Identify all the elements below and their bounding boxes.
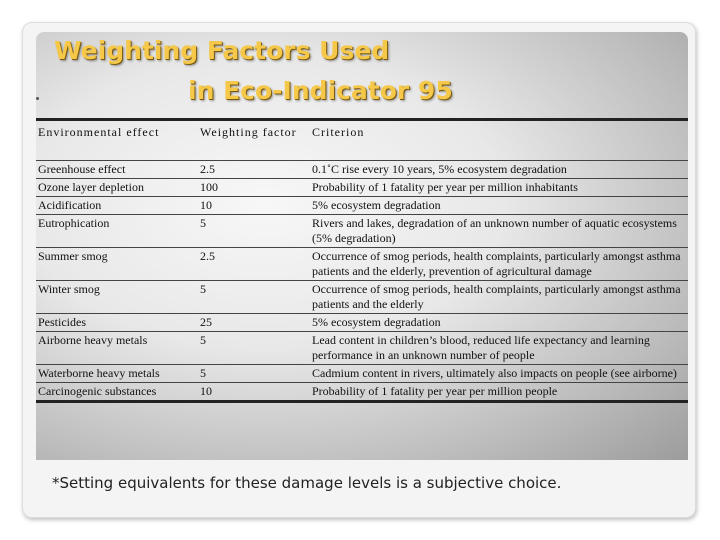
header-weighting-factor: Weighting factor — [200, 125, 297, 139]
cell-criterion: Occurrence of smog periods, health complaints, particularly amongst asthma patients and the elderly, prevention of agricultural damage — [312, 249, 681, 278]
cell-factor: 5 — [200, 216, 206, 230]
cell-factor: 10 — [200, 384, 212, 398]
cell-criterion: Lead content in children’s blood, reduced life expectancy and learning performance in an unknown number of people — [312, 333, 650, 362]
cell-factor: 5 — [200, 333, 206, 347]
cell-factor: 25 — [200, 315, 212, 329]
cell-factor: 100 — [200, 180, 218, 194]
cell-factor: 2.5 — [200, 249, 215, 263]
cell-factor: 2.5 — [200, 162, 215, 176]
cell-effect: Pesticides — [38, 315, 86, 329]
cell-criterion: Probability of 1 fatality per year per million people — [312, 384, 558, 398]
footnote: *Setting equivalents for these damage levels is a subjective choice. — [52, 474, 562, 492]
table-row — [36, 248, 688, 281]
cell-effect: Airborne heavy metals — [38, 333, 148, 347]
cell-effect: Ozone layer depletion — [38, 180, 144, 194]
table-row — [36, 332, 688, 365]
cell-effect: Eutrophication — [38, 216, 110, 230]
cell-criterion: 5% ecosystem degradation — [312, 315, 441, 329]
table-row — [36, 314, 688, 332]
bullet-dot — [36, 97, 39, 100]
table-row — [36, 215, 688, 248]
cell-criterion: 5% ecosystem degradation — [312, 198, 441, 212]
table-row — [36, 281, 688, 314]
cell-criterion: 0.1˚C rise every 10 years, 5% ecosystem degradation — [312, 162, 567, 176]
slide-title-line-1: Weighting Factors Used — [54, 36, 390, 65]
header-environmental-effect: Environmental effect — [38, 125, 160, 139]
cell-factor: 10 — [200, 198, 212, 212]
cell-effect: Summer smog — [38, 249, 108, 263]
cell-criterion: Cadmium content in rivers, ultimately also impacts on people (see airborne) — [312, 366, 677, 380]
cell-factor: 5 — [200, 282, 206, 296]
slide-title-line-2: in Eco-Indicator 95 — [188, 76, 453, 105]
cell-effect: Waterborne heavy metals — [38, 366, 160, 380]
table-row — [36, 179, 688, 197]
table-row — [36, 161, 688, 179]
cell-effect: Winter smog — [38, 282, 100, 296]
cell-effect: Carcinogenic substances — [38, 384, 157, 398]
table-row — [36, 383, 688, 402]
cell-effect: Greenhouse effect — [38, 162, 126, 176]
cell-criterion: Occurrence of smog periods, health complaints, particularly amongst asthma patients and the elderly — [312, 282, 681, 311]
table-row — [36, 197, 688, 215]
cell-effect: Acidification — [38, 198, 102, 212]
table-row — [36, 365, 688, 383]
cell-criterion: Probability of 1 fatality per year per million inhabitants — [312, 180, 578, 194]
cell-factor: 5 — [200, 366, 206, 380]
table-header-row — [36, 120, 688, 161]
cell-criterion: Rivers and lakes, degradation of an unknown number of aquatic ecosystems (5% degradation) — [312, 216, 677, 245]
header-criterion: Criterion — [312, 125, 365, 139]
weighting-factors-table — [36, 118, 688, 403]
